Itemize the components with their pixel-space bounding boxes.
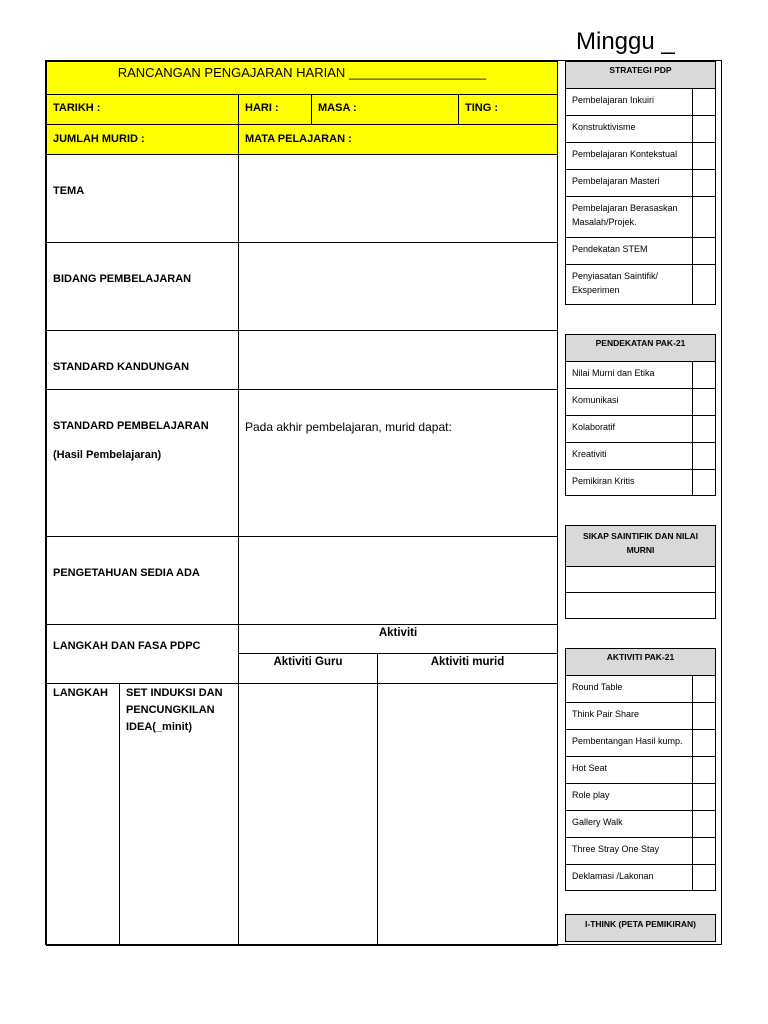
aktiviti-checkbox[interactable]	[692, 783, 715, 811]
masa-field[interactable]	[311, 94, 459, 125]
aktiviti-item-label: Hot Seat	[572, 763, 608, 773]
strategi-checkbox[interactable]	[692, 264, 715, 305]
pendekatan-item[interactable]	[565, 469, 716, 496]
strategi-checkbox[interactable]	[692, 169, 715, 197]
pendekatan-item-label: Komunikasi	[572, 395, 619, 405]
sikap-input-1[interactable]	[565, 566, 716, 593]
set-induksi-line3: IDEA(_minit)	[126, 721, 192, 733]
aktiviti-checkbox[interactable]	[692, 729, 715, 757]
aktiviti-item-label: Role play	[572, 790, 610, 800]
aktiviti-guru-header: Aktiviti Guru	[273, 656, 343, 668]
aktiviti-checkbox[interactable]	[692, 864, 715, 891]
sikap-input-2[interactable]	[565, 592, 716, 619]
bidang-label-cell	[46, 242, 239, 331]
aktiviti-murid-header-cell	[377, 653, 558, 684]
pada-akhir-text: Pada akhir pembelajaran, murid dapat:	[245, 420, 452, 434]
strategi-checkbox[interactable]	[692, 88, 715, 116]
pendekatan-item-label: Pemikiran Kritis	[572, 476, 635, 486]
pendekatan-item-label: Nilai Murni dan Etika	[572, 368, 655, 378]
form-title: RANCANGAN PENGAJARAN HARIAN ___________________	[117, 65, 487, 80]
ithink-heading: I-THINK (PETA PEMIKIRAN)	[565, 914, 716, 942]
aktiviti-checkbox[interactable]	[692, 675, 715, 703]
set-induksi-line2: PENCUNGKILAN	[126, 704, 215, 716]
pendekatan-item-label: Kreativiti	[572, 449, 607, 459]
langkah-label: LANGKAH	[53, 687, 108, 699]
strategi-item[interactable]	[565, 264, 716, 305]
mata-pelajaran-field[interactable]	[238, 124, 558, 155]
pendekatan-item[interactable]	[565, 415, 716, 443]
pendekatan-item-label: Kolaboratif	[572, 422, 616, 432]
langkah-cell	[46, 683, 120, 946]
week-label: Minggu _	[576, 28, 675, 55]
hasil-pembelajaran-label: (Hasil Pembelajaran)	[53, 449, 162, 461]
tarikh-label: TARIKH :	[53, 102, 101, 114]
strategi-item-label: Pendekatan STEM	[572, 244, 648, 254]
hari-field[interactable]	[238, 94, 312, 125]
pendekatan-checkbox[interactable]	[692, 442, 715, 470]
aktiviti-guru-header-cell	[238, 653, 378, 684]
pengetahuan-label: PENGETAHUAN SEDIA ADA	[53, 567, 200, 579]
pendekatan-checkbox[interactable]	[692, 361, 715, 389]
strategi-item-label: Penyiasatan Saintifik/ Eksperimen	[572, 271, 659, 295]
aktiviti-item-label: Deklamasi /Lakonan	[572, 871, 654, 881]
strategi-heading: STRATEGI PDP	[565, 61, 716, 89]
sikap-heading: SIKAP SAINTIFIK DAN NILAI MURNI	[565, 525, 716, 567]
aktiviti-item[interactable]	[565, 729, 716, 757]
pendekatan-checkbox[interactable]	[692, 388, 715, 416]
standard-pembelajaran-label-cell	[46, 389, 239, 537]
aktiviti-checkbox[interactable]	[692, 810, 715, 838]
strategi-checkbox[interactable]	[692, 237, 715, 265]
hari-label: HARI :	[245, 102, 279, 114]
aktiviti-header-cell	[238, 624, 558, 654]
aktiviti-checkbox[interactable]	[692, 702, 715, 730]
aktiviti-checkbox[interactable]	[692, 837, 715, 865]
langkah-fasa-label: LANGKAH DAN FASA PDPC	[53, 640, 201, 652]
tema-label-cell	[46, 154, 239, 243]
set-induksi-line1: SET INDUKSI DAN	[126, 687, 223, 699]
standard-kandungan-label-cell	[46, 330, 239, 390]
jumlah-murid-label: JUMLAH MURID :	[53, 133, 145, 145]
strategi-item-label: Pembelajaran Inkuiri	[572, 95, 655, 105]
aktiviti-item[interactable]	[565, 864, 716, 891]
aktiviti-item[interactable]	[565, 837, 716, 865]
strategi-item[interactable]	[565, 196, 716, 238]
mata-pelajaran-label: MATA PELAJARAN :	[245, 133, 352, 145]
standard-pembelajaran-input[interactable]	[238, 389, 558, 537]
aktiviti-item[interactable]	[565, 675, 716, 703]
pendekatan-heading: PENDEKATAN PAK-21	[565, 334, 716, 362]
aktiviti-pak21-heading: AKTIVITI PAK-21	[565, 648, 716, 676]
lesson-plan-frame	[45, 60, 722, 945]
aktiviti-item-label: Gallery Walk	[572, 817, 623, 827]
strategi-checkbox[interactable]	[692, 115, 715, 143]
pendekatan-item[interactable]	[565, 388, 716, 416]
tema-label: TEMA	[53, 185, 85, 197]
strategi-checkbox[interactable]	[692, 196, 715, 238]
pendekatan-checkbox[interactable]	[692, 469, 715, 496]
strategi-item[interactable]	[565, 237, 716, 265]
bidang-input[interactable]	[238, 242, 558, 331]
aktiviti-header: Aktiviti	[378, 627, 418, 639]
aktiviti-item-label: Three Stray One Stay	[572, 844, 660, 854]
aktiviti-item[interactable]	[565, 702, 716, 730]
aktiviti-item-label: Think Pair Share	[572, 709, 640, 719]
tema-input[interactable]	[238, 154, 558, 243]
strategi-item-label: Pembelajaran Kontekstual	[572, 149, 678, 159]
aktiviti-checkbox[interactable]	[692, 756, 715, 784]
pengetahuan-label-cell	[46, 536, 239, 625]
pendekatan-item[interactable]	[565, 442, 716, 470]
ting-label: TING :	[465, 102, 498, 114]
aktiviti-murid-header: Aktiviti murid	[430, 656, 505, 668]
standard-kandungan-input[interactable]	[238, 330, 558, 390]
strategi-item-label: Konstruktivisme	[572, 122, 636, 132]
aktiviti-murid-input[interactable]	[377, 683, 558, 946]
aktiviti-item[interactable]	[565, 756, 716, 784]
aktiviti-item[interactable]	[565, 783, 716, 811]
strategi-checkbox[interactable]	[692, 142, 715, 170]
pendekatan-checkbox[interactable]	[692, 415, 715, 443]
aktiviti-item-label: Pembentangan Hasil kump.	[572, 736, 683, 746]
standard-kandungan-label: STANDARD KANDUNGAN	[53, 361, 190, 373]
bidang-label: BIDANG PEMBELAJARAN	[53, 273, 192, 285]
aktiviti-guru-input[interactable]	[238, 683, 378, 946]
aktiviti-item-label: Round Table	[572, 682, 623, 692]
pengetahuan-input[interactable]	[238, 536, 558, 625]
strategi-item[interactable]	[565, 169, 716, 197]
jumlah-murid-field[interactable]	[46, 124, 239, 155]
strategi-item-label: Pembelajaran Berasaskan Masalah/Projek.	[572, 203, 678, 227]
langkah-fasa-label-cell	[46, 624, 239, 684]
standard-pembelajaran-label: STANDARD PEMBELAJARAN	[53, 420, 209, 432]
masa-label: MASA :	[318, 102, 357, 114]
set-induksi-cell	[119, 683, 239, 946]
strategi-item[interactable]	[565, 142, 716, 170]
strategi-item[interactable]	[565, 115, 716, 143]
ting-field[interactable]	[458, 94, 558, 125]
aktiviti-item[interactable]	[565, 810, 716, 838]
strategi-item-label: Pembelajaran Masteri	[572, 176, 660, 186]
strategi-item[interactable]	[565, 88, 716, 116]
title-row	[46, 61, 558, 95]
pendekatan-item[interactable]	[565, 361, 716, 389]
tarikh-field[interactable]	[46, 94, 239, 125]
